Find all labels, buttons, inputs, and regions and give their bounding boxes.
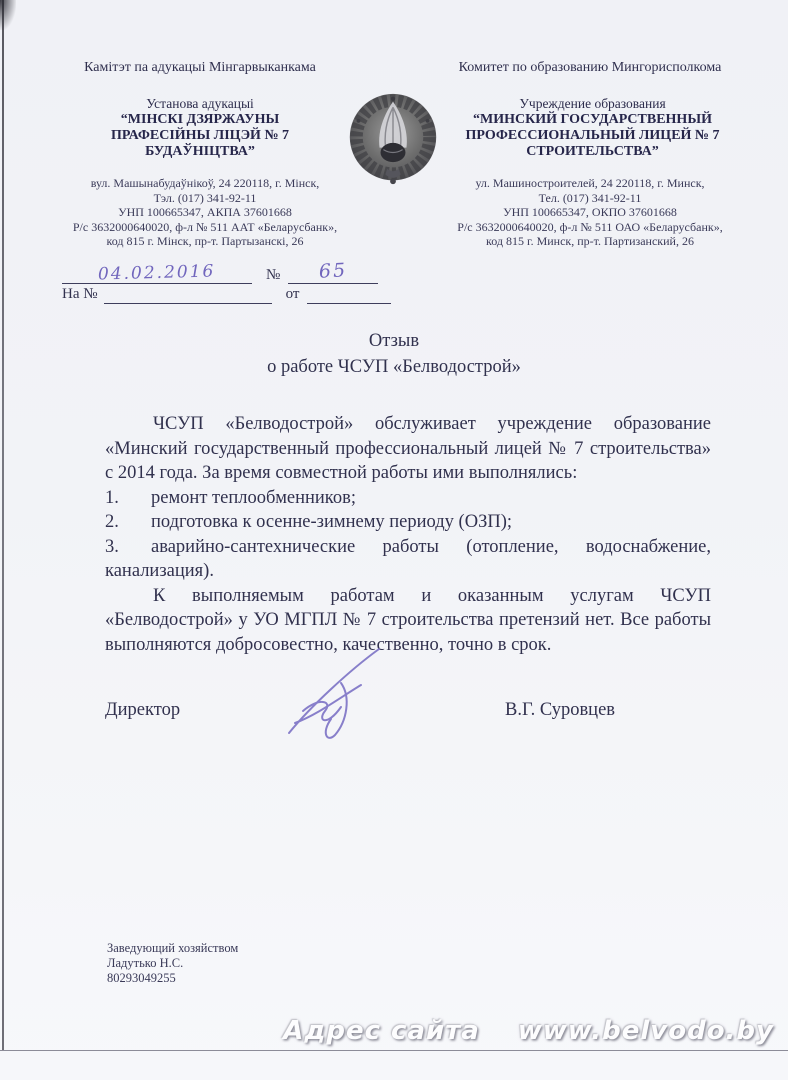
body-paragraph-1: ЧСУП «Белводострой» обслуживает учреждение образование «Минский государственный профессиональный лицей № 7 строительства» с 2014 года. За время совместной работы ими выполнялись: bbox=[105, 414, 711, 483]
watermark-label: Адрес сайта bbox=[283, 1016, 480, 1046]
signer-name: В.Г. Суровцев bbox=[505, 700, 616, 720]
org-type-label: Установа адукацыі bbox=[146, 96, 254, 111]
address-line: вул. Машынабудаўнікоў, 24 220118, г. Мінск, bbox=[90, 176, 320, 190]
address-line: код 815 г. Мінск, пр-т. Партызанскі, 26 bbox=[106, 234, 304, 248]
org-name-line: БУДАЎНІЦТВА” bbox=[145, 144, 255, 159]
body-paragraph-2: К выполняемым работам и оказанным услугам ЧСУП «Белводострой» у УО МГПЛ № 7 строительства претензий нет. Все работы выполняются добросовестно, качественно, точно в срок. bbox=[105, 585, 711, 655]
footer-position: Заведующий хозяйством bbox=[107, 941, 239, 955]
scan-edge-artifact bbox=[2, 0, 4, 1080]
footer-contact-block bbox=[107, 941, 238, 986]
list-item-text: аварийно-сантехнические работы (отопление, водоснабжение, канализация). bbox=[105, 536, 711, 581]
list-item bbox=[105, 535, 711, 584]
organization-block-belarusian bbox=[50, 96, 350, 160]
list-item-number: 2. bbox=[105, 512, 119, 532]
list-item-number: 1. bbox=[105, 487, 119, 508]
committee-name-russian: Комитет по образованию Мингорисполкома bbox=[458, 60, 722, 75]
na-number-label: На № bbox=[62, 286, 98, 302]
date-field-line bbox=[62, 263, 252, 284]
org-name-line: “МИНСКИЙ ГОСУДАРСТВЕННЫЙ bbox=[473, 112, 712, 127]
handwritten-date: 04.02.2016 bbox=[98, 261, 216, 285]
org-type-label: Учреждение образования bbox=[519, 96, 666, 111]
date-number-row bbox=[62, 258, 392, 284]
list-item-number: 3. bbox=[105, 536, 119, 557]
address-line: УНП 100665347, ОКПО 37601668 bbox=[503, 205, 677, 219]
list-item-text: ремонт теплообменников; bbox=[151, 487, 356, 508]
handwritten-signature bbox=[275, 645, 405, 745]
scan-bottom-strip bbox=[0, 1051, 788, 1080]
address-line: Тэл. (017) 341-92-11 bbox=[153, 190, 257, 205]
title-subtitle-line: о работе ЧСУП «Белводострой» bbox=[267, 357, 521, 377]
letter-body bbox=[105, 412, 711, 657]
footer-person-name: Ладутько Н.С. bbox=[107, 956, 184, 970]
org-name-line: “МІНСКІ ДЗЯРЖАУНЫ bbox=[120, 112, 280, 127]
address-block-russian bbox=[415, 176, 765, 249]
address-line: ул. Машиностроителей, 24 220118, г. Минск, bbox=[475, 176, 705, 190]
organization-block-russian bbox=[425, 96, 760, 160]
address-line: УНП 100665347, АКПА 37601668 bbox=[118, 205, 292, 219]
list-item-text: подготовка к осенне-зимнему периоду (ОЗП); bbox=[151, 512, 513, 532]
ot-label: от bbox=[285, 286, 300, 302]
watermark-url: www.belvodo.by bbox=[517, 1016, 774, 1046]
number-field-line bbox=[288, 261, 378, 284]
reply-reference-row bbox=[62, 286, 392, 310]
org-name-line: ПРАФЕСІЙНЫ ЛІЦЭЙ № 7 bbox=[110, 128, 290, 143]
address-line: Р/с 3632000640020, ф-л № 511 ААТ «Беларусбанк», bbox=[72, 219, 338, 234]
address-block-belarusian bbox=[40, 176, 370, 249]
address-line: Тел. (017) 341-92-11 bbox=[538, 190, 642, 205]
address-line: Р/с 3632000640020, ф-л № 511 ОАО «Беларусбанк», bbox=[457, 219, 723, 234]
address-line: код 815 г. Минск, пр-т. Партизанский, 26 bbox=[486, 234, 694, 248]
signer-role: Директор bbox=[105, 700, 181, 720]
website-watermark bbox=[283, 1016, 774, 1046]
ot-field-line bbox=[307, 286, 391, 304]
number-sign-label: № bbox=[266, 267, 281, 283]
title-line: Отзыв bbox=[368, 331, 420, 351]
committee-name-belarusian: Камітэт па адукацыі Мінгарвыканкама bbox=[84, 60, 316, 75]
na-number-field-line bbox=[104, 286, 272, 304]
org-name-line: ПРОФЕССИОНАЛЬНЫЙ ЛИЦЕЙ № 7 bbox=[465, 128, 720, 143]
handwritten-number: 65 bbox=[318, 259, 348, 283]
document-title bbox=[0, 328, 788, 380]
reference-block bbox=[62, 258, 392, 310]
org-name-line: СТРОИТЕЛЬСТВА” bbox=[526, 144, 659, 159]
footer-phone: 80293049255 bbox=[107, 971, 176, 985]
scan-corner-smudge bbox=[0, 0, 16, 30]
list-item bbox=[105, 486, 711, 511]
list-item bbox=[105, 510, 711, 535]
